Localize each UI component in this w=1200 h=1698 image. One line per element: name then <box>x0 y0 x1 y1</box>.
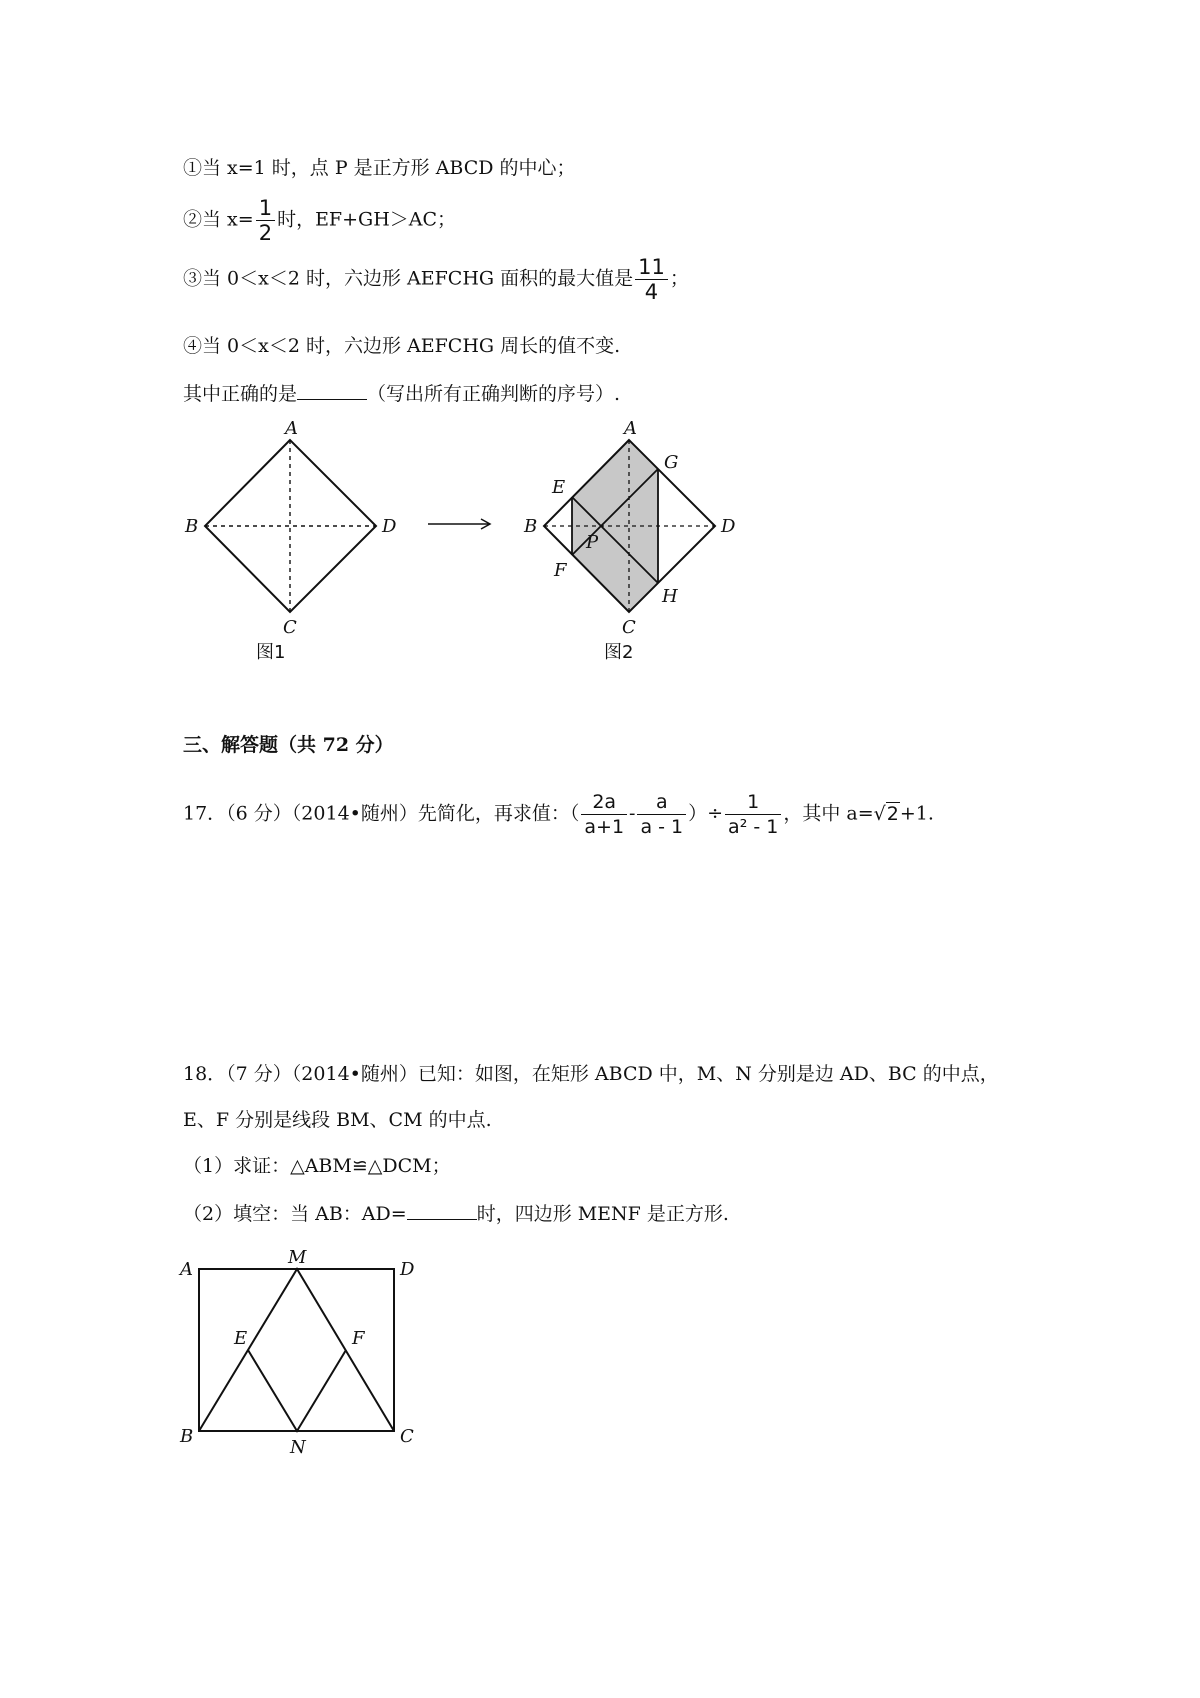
fraction-half <box>256 196 275 245</box>
fraction-denominator: 2 <box>258 221 273 245</box>
question-17 <box>183 790 934 839</box>
section-heading: 三、解答题（共 72 分） <box>183 734 394 756</box>
fraction-denominator: a - 1 <box>640 816 684 838</box>
fig3-label-m: M <box>288 1247 307 1268</box>
fig2-label-d: D <box>721 516 736 537</box>
q17-fraction-3 <box>725 790 781 839</box>
q17-prefix: 17．（6 分）（2014•随州）先简化，再求值：（ <box>183 802 580 825</box>
fig2-label-b: B <box>524 516 538 537</box>
statement-2-prefix: ②当 x= <box>183 208 254 231</box>
fig1-label-c: C <box>283 617 297 638</box>
fig3-label-c: C <box>400 1426 414 1447</box>
q17-mid: ）÷ <box>688 802 724 825</box>
question-suffix: （写出所有正确判断的序号）. <box>367 383 621 405</box>
answer-blank[interactable] <box>297 381 367 400</box>
q17-suffix-end: +1. <box>899 802 934 825</box>
arrow-icon <box>428 519 490 529</box>
statement-3 <box>183 255 689 304</box>
fig3-label-e: E <box>234 1328 248 1349</box>
figure-2 <box>523 420 736 663</box>
q17-minus: - <box>629 802 636 825</box>
fig2-label-g: G <box>664 452 679 473</box>
fig3-line-enf <box>248 1350 346 1431</box>
sqrt-expression: √2 <box>873 802 899 825</box>
fig3-label-a: A <box>180 1259 193 1280</box>
fraction-denominator: a² - 1 <box>728 816 779 838</box>
figures-1-2 <box>0 420 1200 680</box>
fig1-label-b: B <box>185 516 199 537</box>
q17-fraction-2 <box>637 790 686 839</box>
fig1-label-d: D <box>382 516 397 537</box>
fig2-caption: 图2 <box>604 642 634 663</box>
fraction-eleven-quarters <box>635 255 668 304</box>
statement-4: ④当 0＜x＜2 时，六边形 AEFCHG 周长的值不变. <box>183 335 621 357</box>
fig2-label-a: A <box>624 420 637 439</box>
question-text: 其中正确的是 <box>183 383 298 405</box>
fig2-label-e: E <box>552 477 566 498</box>
fig3-label-d: D <box>400 1259 415 1280</box>
fig3-line-bmc <box>199 1269 394 1431</box>
fraction-denominator: 4 <box>644 280 659 304</box>
fig1-caption: 图1 <box>256 642 286 663</box>
fig2-label-f: F <box>554 560 567 581</box>
fig3-rectangle <box>199 1269 394 1431</box>
fraction-numerator: a <box>637 790 686 815</box>
question-line <box>183 381 620 406</box>
statement-3-prefix: ③当 0＜x＜2 时，六边形 AEFCHG 面积的最大值是 <box>183 267 634 290</box>
fraction-numerator: 1 <box>725 790 781 815</box>
fig3-label-f: F <box>352 1328 365 1349</box>
fig2-label-p: P <box>586 532 599 553</box>
q18-line-1: 18．（7 分）（2014•随州）已知：如图，在矩形 ABCD 中，M、N 分别是边 AD、BC 的中点， <box>183 1063 999 1085</box>
q18-part-2-prefix: （2）填空：当 AB：AD= <box>183 1203 407 1225</box>
figure-1 <box>184 420 397 663</box>
statement-3-suffix: ； <box>669 267 689 290</box>
fraction-numerator: 2a <box>581 790 627 815</box>
fig1-label-a: A <box>285 420 298 439</box>
q17-fraction-1 <box>581 790 627 839</box>
fraction-numerator: 1 <box>256 196 275 221</box>
sqrt-radicand: 2 <box>886 802 899 825</box>
fraction-numerator: 11 <box>635 255 668 280</box>
q18-line-2: E、F 分别是线段 BM、CM 的中点. <box>183 1109 492 1131</box>
statement-1: ①当 x=1 时，点 P 是正方形 ABCD 的中心； <box>183 157 576 179</box>
fraction-denominator: a+1 <box>584 816 625 838</box>
fig2-label-c: C <box>622 617 636 638</box>
q18-part-2 <box>183 1201 729 1226</box>
q18-part-1: （1）求证：△ABM≌△DCM； <box>183 1155 451 1177</box>
q18-part-2-suffix: 时，四边形 MENF 是正方形. <box>476 1203 729 1225</box>
figure-3 <box>170 1245 470 1465</box>
q17-suffix: ，其中 a= <box>783 802 874 825</box>
fig3-label-b: B <box>180 1426 194 1447</box>
statement-2-suffix: 时，EF+GH＞AC； <box>277 208 457 231</box>
statement-2 <box>183 196 456 245</box>
fig3-label-n: N <box>290 1437 306 1458</box>
answer-blank[interactable] <box>407 1201 477 1220</box>
fig2-label-h: H <box>662 586 678 607</box>
